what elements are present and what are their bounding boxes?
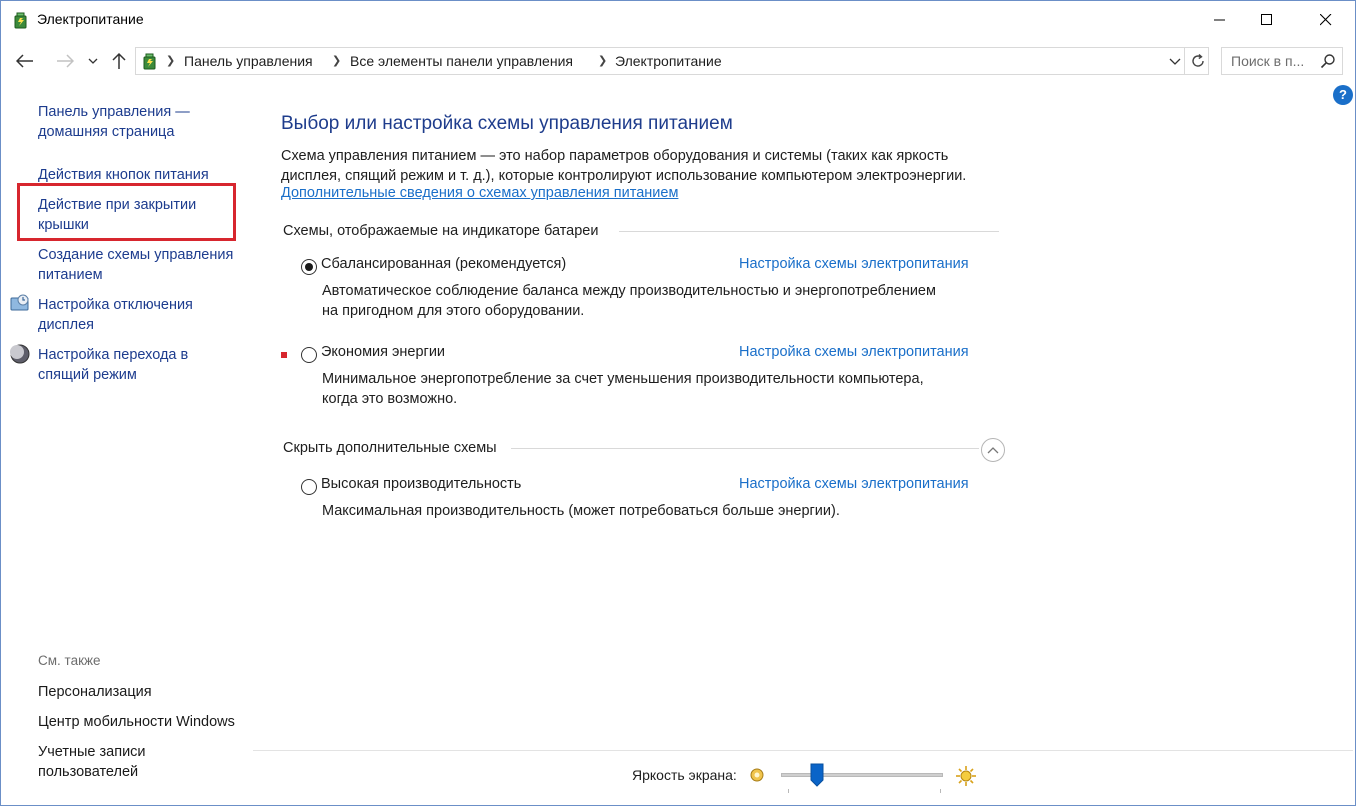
battery-plans-group-title: Схемы, отображаемые на индикаторе батареи — [283, 223, 599, 239]
back-button[interactable] — [13, 49, 37, 73]
display-timer-icon — [9, 293, 31, 315]
group-divider — [511, 448, 979, 449]
brightness-high-icon — [955, 765, 977, 787]
refresh-button[interactable] — [1184, 48, 1210, 74]
breadcrumb-all-items[interactable]: Все элементы панели управления — [350, 53, 573, 69]
lid-close-highlight — [17, 183, 236, 241]
sleep-settings-link[interactable] — [38, 345, 188, 385]
link-line: домашняя страница — [38, 124, 175, 140]
chevron-right-icon: ❯ — [166, 55, 176, 67]
chevron-down-icon — [88, 57, 98, 65]
create-power-plan-link[interactable] — [38, 245, 233, 285]
arrow-up-icon — [112, 52, 126, 70]
link-line: Действие при закрытии — [38, 197, 197, 213]
description-line: Автоматическое соблюдение баланса между производительностью и энергопотреблением — [322, 283, 936, 299]
link-line: спящий режим — [38, 367, 137, 383]
link-line: Настройка перехода в — [38, 347, 189, 363]
link-line: питанием — [38, 267, 103, 283]
window-title: Электропитание — [37, 11, 144, 27]
bottom-divider — [253, 750, 1353, 751]
brightness-slider-track[interactable] — [781, 773, 943, 777]
slider-tick — [940, 789, 941, 793]
breadcrumb-control-panel[interactable]: Панель управления — [184, 53, 313, 69]
description-line: Максимальная производительность (может потребоваться больше энергии). — [322, 503, 840, 519]
page-title: Выбор или настройка схемы управления питанием — [281, 113, 733, 134]
link-line: Настройка отключения — [38, 297, 193, 313]
help-button[interactable]: ? — [1333, 85, 1353, 105]
up-button[interactable] — [107, 49, 131, 73]
more-info-link[interactable]: Дополнительные сведения о схемах управления питанием — [281, 185, 679, 201]
balanced-plan-name[interactable]: Сбалансированная (рекомендуется) — [321, 256, 567, 272]
arrow-right-icon — [56, 54, 74, 68]
see-also-heading: См. также — [38, 653, 101, 668]
power-saver-plan-radio[interactable] — [301, 347, 317, 363]
link-line: пользователей — [38, 764, 139, 780]
high-performance-plan-settings-link[interactable]: Настройка схемы электропитания — [739, 476, 969, 492]
marker-square — [281, 352, 287, 358]
control-panel-icon — [140, 51, 160, 71]
personalization-link[interactable] — [38, 682, 152, 702]
brightness-slider-thumb[interactable] — [810, 763, 824, 787]
balanced-plan-description — [322, 281, 1002, 321]
link-line: Центр мобильности Windows — [38, 714, 235, 730]
link-line: крышки — [38, 217, 89, 233]
maximize-icon — [1261, 14, 1273, 26]
link-line: дисплея — [38, 317, 95, 333]
link-line: Персонализация — [38, 684, 152, 700]
minimize-button[interactable] — [1197, 1, 1243, 39]
page-description — [281, 146, 1021, 186]
chevron-up-icon — [987, 446, 999, 454]
link-line: Действия кнопок питания — [38, 167, 209, 183]
high-performance-plan-radio[interactable] — [301, 479, 317, 495]
high-performance-plan-name[interactable]: Высокая производительность — [321, 476, 522, 492]
mobility-center-link[interactable] — [38, 712, 235, 732]
close-icon — [1320, 14, 1332, 26]
forward-button[interactable] — [53, 49, 77, 73]
chevron-right-icon: ❯ — [598, 55, 608, 67]
hide-extra-plans-title[interactable]: Скрыть дополнительные схемы — [283, 440, 497, 456]
power-saver-plan-description — [322, 369, 1002, 409]
balanced-plan-settings-link[interactable]: Настройка схемы электропитания — [739, 256, 969, 272]
description-line: дисплея, спящий режим и т. д.), которые контролируют использование компьютером электроэнергии. — [281, 168, 967, 184]
address-bar[interactable] — [135, 47, 1209, 75]
power-saver-plan-settings-link[interactable]: Настройка схемы электропитания — [739, 344, 969, 360]
title-bar — [1, 1, 1355, 39]
description-line: Минимальное энергопотребление за счет уменьшения производительности компьютера, — [322, 371, 924, 387]
description-line: на пригодном для этого оборудовании. — [322, 303, 585, 319]
slider-tick — [788, 789, 789, 793]
description-line: Схема управления питанием — это набор параметров оборудования и системы (таких как яркость — [281, 148, 949, 164]
chevron-down-icon — [1168, 52, 1182, 70]
group-divider — [619, 231, 999, 232]
balanced-plan-radio[interactable] — [301, 259, 317, 275]
link-line: Создание схемы управления — [38, 247, 234, 263]
brightness-label: Яркость экрана: — [632, 767, 737, 783]
description-line: когда это возможно. — [322, 391, 458, 407]
power-options-icon — [11, 10, 31, 30]
user-accounts-link[interactable] — [38, 742, 146, 782]
recent-locations-button[interactable] — [83, 49, 103, 73]
arrow-left-icon — [16, 54, 34, 68]
chevron-right-icon: ❯ — [332, 55, 342, 67]
search-box[interactable] — [1221, 47, 1343, 75]
control-panel-home-link[interactable] — [38, 102, 190, 142]
collapse-extra-plans-button[interactable] — [981, 438, 1005, 462]
close-button[interactable] — [1303, 1, 1349, 39]
minimize-icon — [1214, 14, 1226, 26]
power-buttons-action-link[interactable] — [38, 165, 209, 185]
display-off-settings-link[interactable] — [38, 295, 193, 335]
brightness-low-icon — [749, 767, 765, 783]
sleep-moon-icon — [9, 343, 31, 365]
breadcrumb-power-options[interactable]: Электропитание — [615, 53, 722, 69]
address-dropdown-button[interactable] — [1168, 52, 1184, 70]
search-icon — [1320, 53, 1336, 69]
maximize-button[interactable] — [1244, 1, 1290, 39]
link-line: Учетные записи — [38, 744, 146, 760]
link-line: Панель управления — — [38, 104, 190, 120]
high-performance-plan-description — [322, 501, 1002, 521]
search-placeholder: Поиск в п... — [1231, 53, 1305, 69]
power-saver-plan-name[interactable]: Экономия энергии — [321, 344, 446, 360]
refresh-icon — [1190, 53, 1206, 69]
